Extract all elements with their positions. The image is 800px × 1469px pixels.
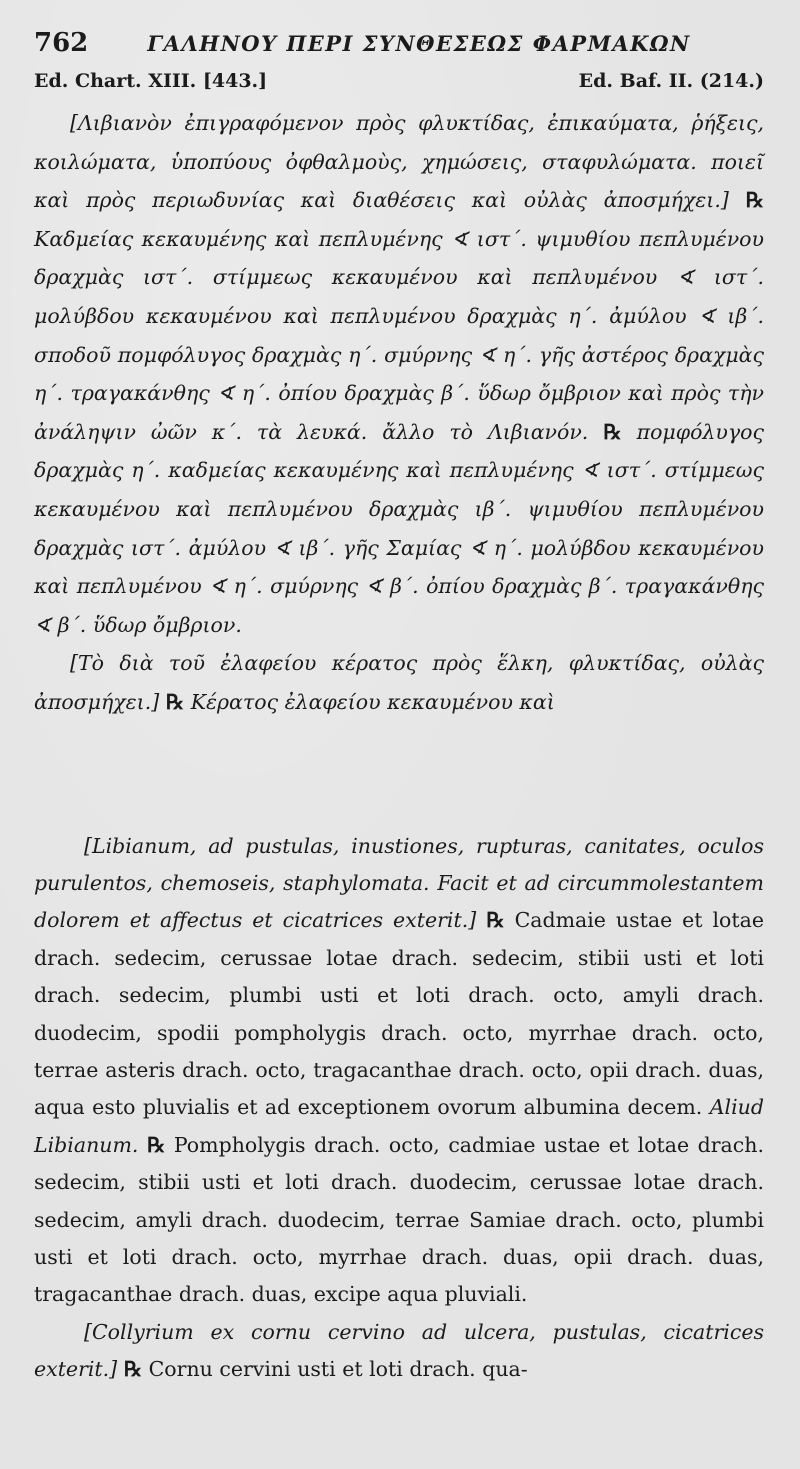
latin-recipe-heading: [Libianum, ad pustulas, inustiones, rupturas, canitates, oculos purulentos, chemoseis, staphylomata. Facit et ad circummolestantem dolorem et affectus et cicatrices exterit.]	[34, 833, 764, 933]
greek-text	[34, 104, 764, 722]
edition-chartier: Ed. Chart. XIII. [443.]	[34, 70, 268, 92]
running-head	[34, 28, 764, 70]
greek-recipe-body: Καδμείας κεκαυμένης καὶ πεπλυμένης ∢ ιστ΄. ψιμυθίου πεπλυμένου δραχμὰς ιστ΄. στίμμεως κεκαυμένου καὶ πεπλυμένου ∢ ιστ΄. μολύβδου κεκαυμένου καὶ πεπλυμένου δραχμὰς η΄. ἀμύλου ∢ ιβ΄. σποδοῦ πομφόλυγος δραχμὰς η΄. σμύρνης ∢ η΄. γῆς ἀστέρος δραχμὰς η΄. τραγακάνθης ∢ η΄. ὀπίου δραχμὰς β΄. ὕδωρ ὄμβριον καὶ πρὸς τὴν ἀνάληψιν ὠῶν κ΄. τὰ λευκά. ἄλλο τὸ	[34, 226, 764, 444]
greek-recipe-body: Κέρατος ἐλαφείου κεκαυμένου καὶ	[190, 689, 555, 714]
latin-recipe-body: Cornu cervini usti et loti drach. qua-	[148, 1357, 528, 1382]
running-title: ΓΑΛΗΝΟΥ ΠΕΡΙ ΣΥΝΘΕΣΕΩΣ ΦΑΡΜΑΚΩΝ	[147, 31, 691, 56]
latin-paragraph	[34, 1314, 764, 1389]
column-gap	[34, 722, 764, 828]
greek-recipe-name: Λιβιανόν.	[487, 419, 589, 444]
recipe-symbol-icon: ℞	[146, 1132, 166, 1157]
latin-text	[34, 828, 764, 1389]
edition-basel: Ed. Baf. II. (214.)	[578, 70, 764, 92]
latin-paragraph	[34, 828, 764, 1314]
page-number: 762	[34, 28, 89, 58]
greek-recipe-heading: [Λιβιανὸν ἐπιγραφόμενον πρὸς φλυκτίδας, ἐπικαύματα, ῥήξεις, κοιλώματα, ὑποπύους ὀφθαλμοὺς, χημώσεις, σταφυλώματα. ποιεῖ καὶ πρὸς περιωδυνίας καὶ διαθέσεις καὶ οὐλὰς ἀποσμήχει.]	[34, 111, 764, 213]
greek-paragraph	[34, 104, 764, 644]
recipe-symbol-icon: ℞	[745, 188, 764, 213]
recipe-symbol-icon: ℞	[123, 1357, 143, 1382]
latin-recipe-body: Pompholygis drach. octo, cadmiae ustae et lotae drach. sedecim, stibii usti et loti drach. duodecim, cerussae lotae drach. sedecim, amyli drach. duodecim, terrae Samiae drach. octo, plumbi usti et loti drach. octo, myrrhae drach. duas, opii drach. duas, tragacanthae drach. duas, excipe aqua pluviali.	[34, 1132, 764, 1307]
latin-recipe-body: Cadmaie ustae et lotae drach. sedecim, cerussae lotae drach. sedecim, stibii usti et loti drach. sedecim, plumbi usti et loti drach. octo, amyli drach. duodecim, spodii pompholygis drach. octo, myrrhae drach. octo, terrae asteris drach. octo, tragacanthae drach. octo, opii drach. duas, aqua esto pluvialis et ad exceptionem ovorum albumina decem.	[34, 908, 764, 1120]
recipe-symbol-icon: ℞	[603, 419, 622, 444]
greek-recipe-body: πομφόλυγος δραχμὰς η΄. καδμείας κεκαυμένης καὶ πεπλυμένης ∢ ιστ΄. στίμμεως κεκαυμένου καὶ πεπλυμένου δραχμὰς ιβ΄. ψιμυθίου πεπλυμένου δραχμὰς ιστ΄. ἀμύλου ∢ ιβ΄. γῆς Σαμίας ∢ η΄. μολύβδου κεκαυμένου καὶ πεπλυμένου ∢ η΄. σμύρνης ∢ β΄. ὀπίου δραχμὰς β΄. τραγακάνθης ∢ β΄. ὕδωρ ὄμβριον.	[34, 419, 764, 637]
recipe-symbol-icon: ℞	[486, 908, 505, 933]
greek-recipe-heading: [Τὸ διὰ τοῦ ἐλαφείου κέρατος πρὸς ἕλκη, φλυκτίδας, οὐλὰς ἀποσμήχει.]	[34, 651, 764, 714]
greek-paragraph	[34, 644, 764, 721]
latin-recipe-name: Aliud Libianum.	[34, 1095, 764, 1157]
edition-line	[34, 70, 764, 100]
latin-recipe-heading: [Collyrium ex cornu cervino ad ulcera, pustulas, cicatrices exterit.]	[34, 1319, 764, 1382]
recipe-symbol-icon: ℞	[165, 689, 185, 714]
